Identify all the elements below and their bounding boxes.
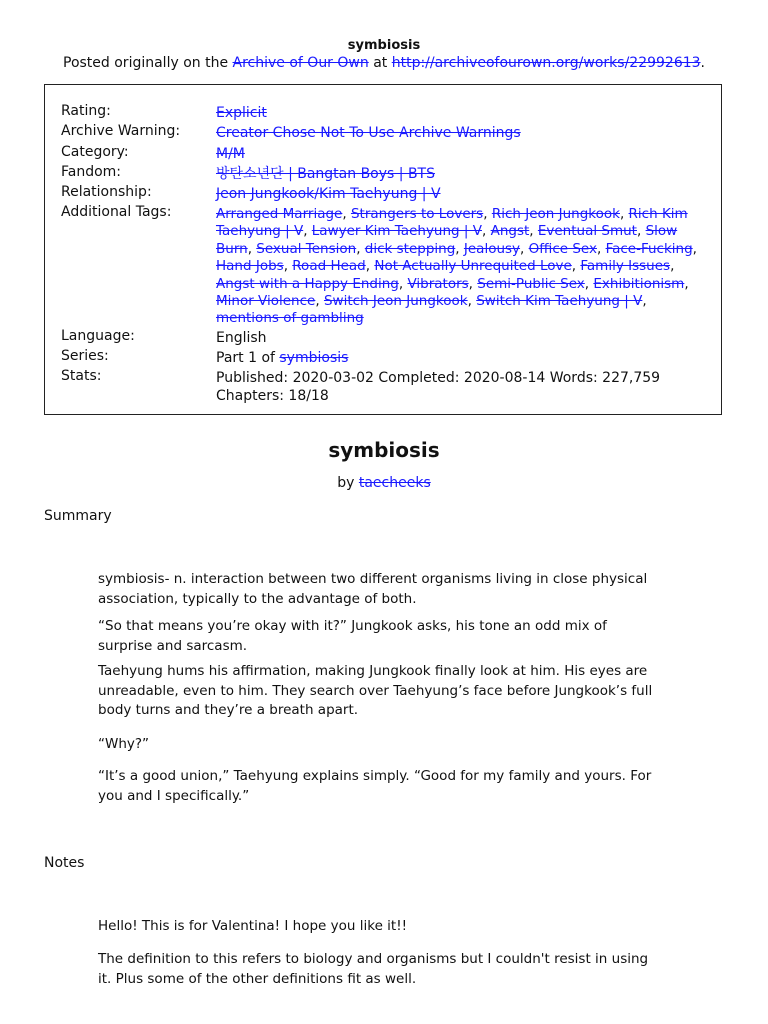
tag-link[interactable]: Switch Jeon Jungkook <box>323 293 468 310</box>
tags-label: Additional Tags: <box>61 204 172 220</box>
tag-separator: , <box>481 223 491 240</box>
tag-separator: , <box>684 275 689 292</box>
tag-link[interactable]: Road Head <box>292 258 366 275</box>
tag-separator: , <box>468 275 478 292</box>
tag-link[interactable]: Slow Burn <box>216 223 678 257</box>
tag-separator: , <box>692 240 697 257</box>
metadata-box <box>44 84 722 415</box>
tag-link[interactable]: Minor Violence <box>216 293 316 310</box>
tag-link[interactable]: Semi-Public Sex <box>477 275 585 292</box>
notes-heading: Notes <box>44 855 85 871</box>
summary-paragraph-2: “So that means you’re okay with it?” Jungkook asks, his tone an odd mix of surprise and sarcasm. <box>98 618 607 654</box>
series-prefix: Part 1 of <box>216 350 280 366</box>
fandom-label: Fandom: <box>61 164 122 180</box>
tag-link[interactable]: Angst with a Happy Ending <box>216 275 399 292</box>
fandom-link[interactable]: 방탄소년단 | Bangtan Boys | BTS <box>216 166 435 182</box>
tag-separator: , <box>455 240 464 257</box>
tag-link[interactable]: Eventual Smut <box>537 223 637 240</box>
tag-link[interactable]: Jealousy <box>463 240 521 257</box>
byline-prefix: by <box>337 475 359 491</box>
tag-link[interactable]: Switch Kim Taehyung | V <box>476 293 643 310</box>
tag-link[interactable]: Rich Jeon Jungkook <box>491 206 620 222</box>
summary-heading: Summary <box>44 508 112 524</box>
posted-period: . <box>700 55 705 71</box>
rating-label: Rating: <box>61 103 111 119</box>
warning-link[interactable]: Creator Chose Not To Use Archive Warnings <box>216 125 521 141</box>
language-value: English <box>216 330 267 346</box>
tag-link[interactable]: Lawyer Kim Taehyung | V <box>311 223 482 240</box>
posted-prefix: Posted originally on the <box>63 55 233 71</box>
tag-separator: , <box>247 240 257 257</box>
tag-link[interactable]: Exhibitionism <box>593 275 685 292</box>
work-title: symbiosis <box>328 438 440 462</box>
stats-label: Stats: <box>61 368 102 384</box>
tag-separator: , <box>342 206 351 222</box>
warning-label: Archive Warning: <box>61 123 181 139</box>
tags-list <box>216 206 711 328</box>
tag-link[interactable]: Family Issues <box>580 258 671 275</box>
tag-separator: , <box>596 240 606 257</box>
tag-link[interactable]: mentions of gambling <box>216 310 364 327</box>
tag-separator: , <box>283 258 293 275</box>
tag-separator: , <box>356 240 365 257</box>
posted-at: at <box>368 55 392 71</box>
tag-link[interactable]: Arranged Marriage <box>216 206 343 222</box>
tag-separator: , <box>315 293 324 310</box>
stats-line-2: Chapters: 18/18 <box>216 387 329 404</box>
tag-separator: , <box>398 275 408 292</box>
stats-line-1: Published: 2020-03-02 Completed: 2020-08-14 Words: 227,759 <box>216 370 661 386</box>
series-link[interactable]: symbiosis <box>279 350 349 366</box>
series-label: Series: <box>61 348 109 364</box>
summary-paragraph-3: Taehyung hums his affirmation, making Jungkook finally look at him. His eyes are unreadable, even to him. They search over Taehyung’s face before Jungkook’s full body turns and they’re a breath apart. <box>98 663 653 718</box>
tag-separator: , <box>670 258 675 275</box>
category-label: Category: <box>61 144 129 160</box>
tag-link[interactable]: dick stepping <box>364 240 456 257</box>
tag-link[interactable]: Hand Jobs <box>216 258 284 275</box>
tag-link[interactable]: Office Sex <box>528 240 597 257</box>
language-label: Language: <box>61 328 135 344</box>
relationship-label: Relationship: <box>61 184 152 200</box>
tag-separator: , <box>303 223 312 240</box>
work-url-link[interactable]: http://archiveofourown.org/works/22992613 <box>391 55 701 71</box>
summary-paragraph-4: “Why?” <box>98 736 150 752</box>
rating-link[interactable]: Explicit <box>216 105 267 121</box>
tag-link[interactable]: Vibrators <box>407 275 469 292</box>
tag-separator: , <box>584 275 594 292</box>
tag-separator: , <box>529 223 538 240</box>
relationship-link[interactable]: Jeon Jungkook/Kim Taehyung | V <box>216 186 441 202</box>
archive-link[interactable]: Archive of Our Own <box>232 55 369 71</box>
tag-link[interactable]: Not Actually Unrequited Love <box>374 258 572 275</box>
tag-separator: , <box>619 206 629 222</box>
tag-separator: , <box>571 258 581 275</box>
author-link[interactable]: taecheeks <box>358 475 431 491</box>
tag-separator: , <box>467 293 477 310</box>
tags-row <box>61 204 711 329</box>
tag-link[interactable]: Strangers to Lovers <box>350 206 484 222</box>
tag-separator: , <box>642 293 647 310</box>
posted-line <box>0 55 768 71</box>
tag-separator: , <box>520 240 529 257</box>
summary-paragraph-1: symbiosis- n. interaction between two different organisms living in close physical association, typically to the advantage of both. <box>98 571 648 607</box>
notes-paragraph-2: The definition to this refers to biology and organisms but I couldn't resist in using it. Plus some of the other definitions fit as well. <box>98 951 649 987</box>
tag-link[interactable]: Angst <box>490 223 530 240</box>
tag-separator: , <box>636 223 646 240</box>
tag-separator: , <box>483 206 492 222</box>
document-title: symbiosis <box>347 38 421 53</box>
summary-paragraph-5: “It’s a good union,” Taehyung explains simply. “Good for my family and yours. For you and I specifically.” <box>98 768 652 804</box>
notes-paragraph-1: Hello! This is for Valentina! I hope you like it!! <box>98 918 408 934</box>
tag-link[interactable]: Rich Kim Taehyung | V <box>216 206 688 240</box>
category-link[interactable]: M/M <box>216 146 245 162</box>
tag-link[interactable]: Face-Fucking <box>605 240 693 257</box>
tag-link[interactable]: Sexual Tension <box>256 240 357 257</box>
byline <box>0 475 768 491</box>
tag-separator: , <box>365 258 375 275</box>
